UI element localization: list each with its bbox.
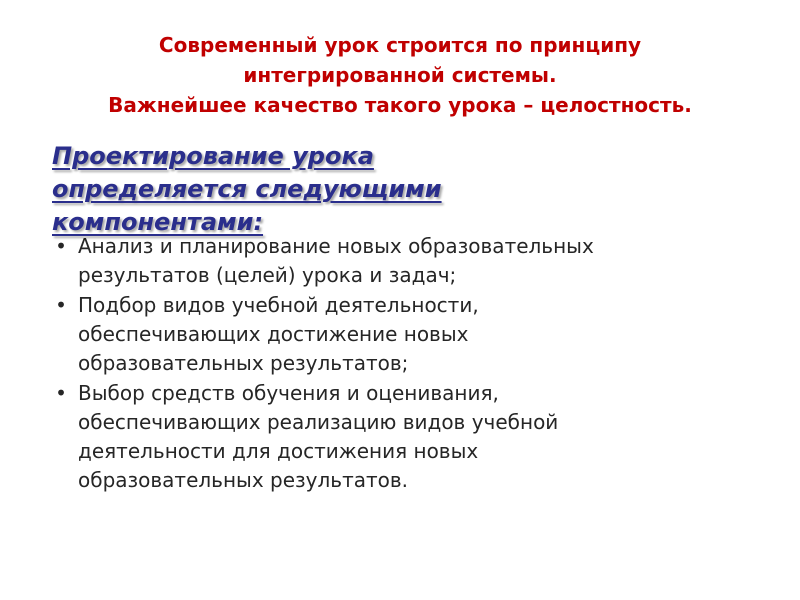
header-line-3: Важнейшее качество такого урока – целостность. — [108, 93, 692, 117]
bullet-2-line-2: обеспечивающих достижение новых — [78, 322, 469, 346]
bullet-item-2 — [52, 291, 752, 378]
subtitle-line-3: компонентами: — [52, 208, 264, 236]
header-line-2: интегрированной системы. — [243, 63, 557, 87]
bullet-item-1 — [52, 232, 752, 290]
slide-header — [60, 30, 740, 120]
header-line-1: Современный урок строится по принципу — [158, 33, 642, 57]
bullet-1-line-2: результатов (целей) урока и задач; — [78, 263, 457, 287]
bullet-marker: • — [55, 293, 67, 317]
bullet-3-line-3: деятельности для достижения новых — [78, 439, 479, 463]
bullet-1-line-1: Анализ и планирование новых образовательных — [78, 234, 594, 258]
bullet-item-3 — [52, 379, 752, 495]
bullet-3-line-4: образовательных результатов. — [78, 468, 408, 492]
subtitle-line-1: Проектирование урока — [52, 142, 374, 170]
bullet-list — [52, 232, 752, 496]
bullet-marker: • — [55, 381, 67, 405]
bullet-marker: • — [55, 234, 67, 258]
bullet-2-line-3: образовательных результатов; — [78, 351, 409, 375]
bullet-3-line-2: обеспечивающих реализацию видов учебной — [78, 410, 559, 434]
bullet-2-line-1: Подбор видов учебной деятельности, — [78, 293, 479, 317]
subtitle-line-2: определяется следующими — [52, 175, 442, 203]
bullet-3-line-1: Выбор средств обучения и оценивания, — [78, 381, 499, 405]
slide-subtitle — [52, 140, 532, 239]
